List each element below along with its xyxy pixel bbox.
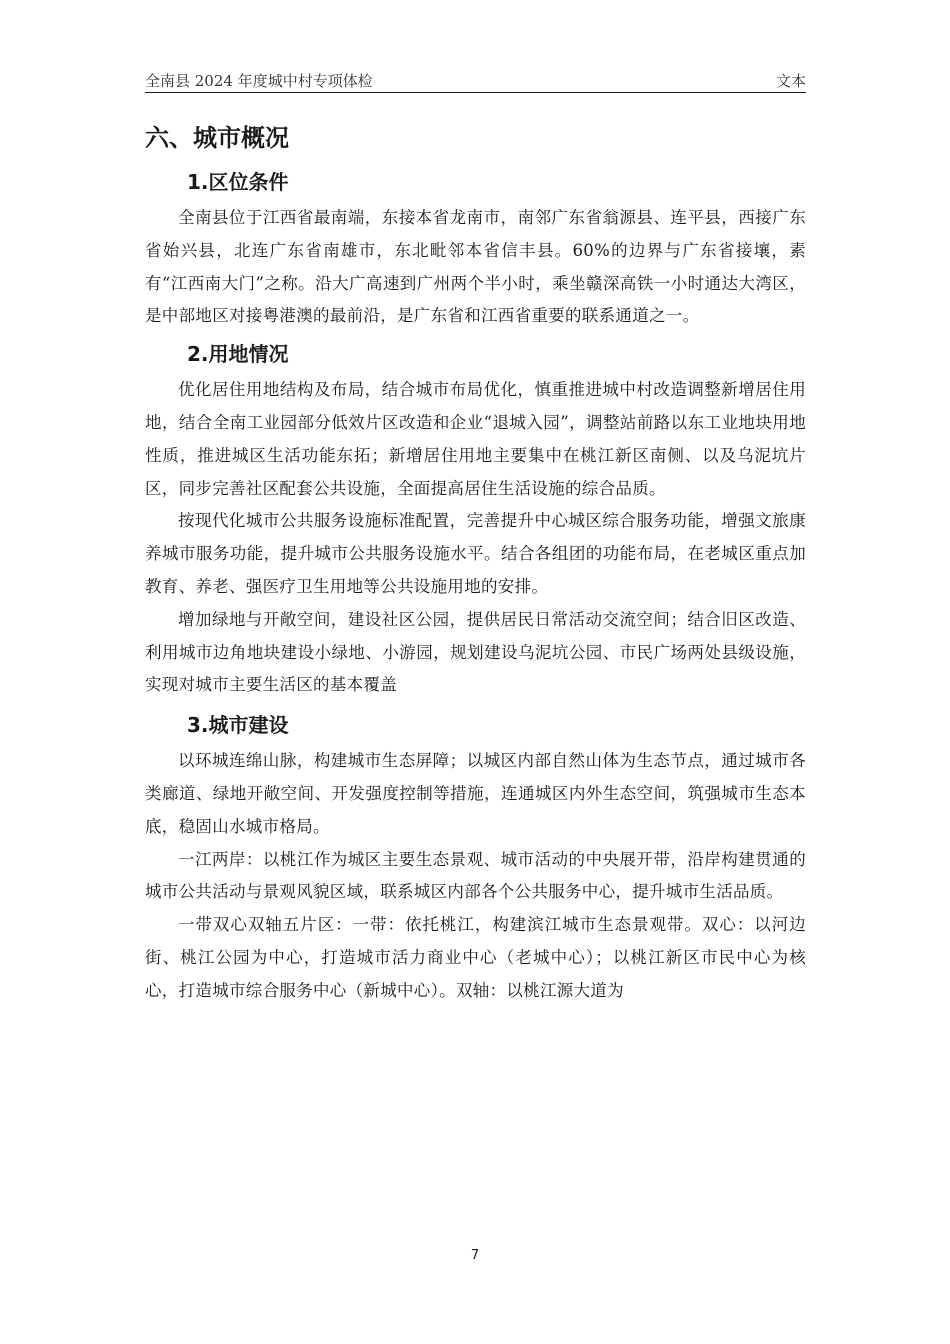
document-body	[145, 118, 806, 1008]
subsection-heading-construction: 3.城市建设	[187, 713, 289, 738]
paragraph: 一带双心双轴五片区：一带：依托桃江，构建滨江城市生态景观带。双心：以河边街、桃江公园为中心，打造城市活力商业中心（老城中心）；以桃江新区市民中心为核心，打造城市综合服务中心（新城中心）。双轴：以桃江源大道为	[145, 915, 806, 1000]
header-label: 文本	[775, 72, 806, 90]
paragraph: 按现代化城市公共服务设施标准配置，完善提升中心城区综合服务功能，增强文旅康养城市服务功能，提升城市公共服务设施水平。结合各组团的功能布局，在老城区重点加教育、养老、强医疗卫生用地等公共设施用地的安排。	[145, 511, 806, 596]
paragraph: 增加绿地与开敞空间，建设社区公园，提供居民日常活动交流空间；结合旧区改造、利用城市边角地块建设小绿地、小游园，规划建设乌泥坑公园、市民广场两处县级设施，实现对城市主要生活区的基本覆盖	[145, 609, 806, 695]
header-title: 全南县 2024 年度城中村专项体检	[145, 72, 373, 90]
paragraph: 一江两岸：以桃江作为城区主要生态景观、城市活动的中央展开带，沿岸构建贯通的城市公共活动与景观风貌区域，联系城区内部各个公共服务中心，提升城市生活品质。	[145, 849, 806, 902]
paragraph: 全南县位于江西省最南端，东接本省龙南市，南邻广东省翁源县、连平县，西接广东省始兴县，北连广东省南雄市，东北毗邻本省信丰县。60%的边界与广东省接壤，素有“江西南大门”之称。沿大广高速到广州两个半小时，乘坐赣深高铁一小时通达大湾区，是中部地区对接粤港澳的最前沿，是广东省和江西省重要的联系通道之一。	[145, 208, 806, 326]
paragraph: 以环城连绵山脉，构建城市生态屏障；以城区内部自然山体为生态节点，通过城市各类廊道、绿地开敞空间、开发强度控制等措施，连通城区内外生态空间，筑强城市生态本底，稳固山水城市格局。	[145, 751, 806, 836]
subsection-heading-location: 1.区位条件	[187, 170, 289, 194]
page-number: 7	[470, 1248, 480, 1263]
page-header	[145, 68, 806, 93]
paragraph: 优化居住用地结构及布局，结合城市布局优化，慎重推进城中村改造调整新增居住用地，结合全南工业园部分低效片区改造和企业“退城入园”，调整站前路以东工业地块用地性质，推进城区生活功能东拓；新增居住用地主要集中在桃江新区南侧、以及乌泥坑片区，同步完善社区配套公共设施，全面提高居住生活设施的综合品质。	[145, 380, 806, 498]
subsection-heading-land-use: 2.用地情况	[187, 342, 289, 367]
section-heading: 六、城市概况	[145, 124, 289, 152]
